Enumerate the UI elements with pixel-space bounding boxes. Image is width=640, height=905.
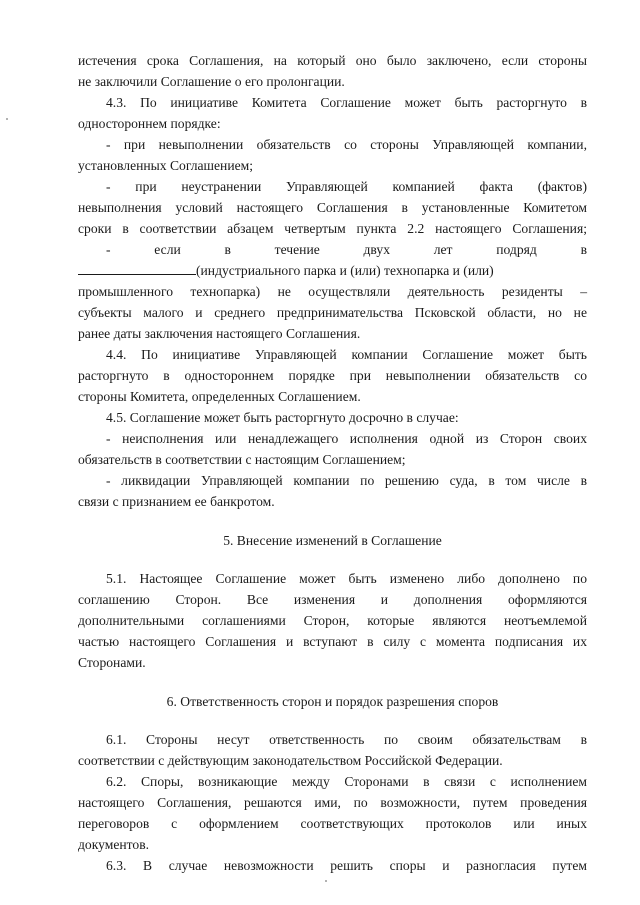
scan-speck — [6, 118, 8, 120]
text-line: невыполнения условий настоящего Соглашения в установленные Комитетом — [78, 200, 587, 215]
text-line: документов. — [78, 837, 150, 852]
text-line: частью настоящего Соглашения и вступают в силу с момента подписания их — [78, 634, 587, 649]
text-line: 4.5. Соглашение может быть расторгнуто досрочно в случае: — [106, 410, 459, 425]
blank-underline — [78, 262, 196, 275]
section-heading: 5. Внесение изменений в Соглашение — [223, 533, 442, 548]
text-line — [78, 262, 587, 279]
scan-speck — [325, 880, 327, 882]
section-heading: 6. Ответственность сторон и порядок разрешения споров — [166, 694, 499, 709]
text-line: одностороннем порядке: — [78, 116, 221, 131]
text-line: соглашению Сторон. Все изменения и дополнения оформляются — [78, 592, 587, 607]
text-line: стороны Комитета, определенных Соглашением. — [78, 389, 361, 404]
text-line: 6.1. Стороны несут ответственность по своим обязательствам в — [106, 732, 587, 747]
text-line: ранее даты заключения настоящего Соглашения. — [78, 326, 361, 341]
text-line: сроки в соответствии абзацем четвертым пункта 2.2 настоящего Соглашения; — [78, 221, 587, 236]
text-line: расторгнуто в одностороннем порядке при невыполнении обязательств со — [78, 368, 587, 383]
text-line: соответствии с действующим законодательством Российской Федерации. — [78, 753, 503, 768]
text-line: 5.1. Настоящее Соглашение может быть изменено либо дополнено по — [106, 571, 587, 586]
text-line: субъекты малого и среднего предпринимательства Псковской области, но не — [78, 305, 587, 320]
text-line: установленных Соглашением; — [78, 158, 254, 173]
text-line: не заключили Соглашение о его пролонгации. — [78, 74, 345, 89]
text-line: промышленного технопарка) не осуществляли деятельность резиденты – — [78, 284, 587, 299]
text-line: - неисполнения или ненадлежащего исполнения одной из Сторон своих — [106, 431, 587, 446]
text-line: связи с признанием ее банкротом. — [78, 494, 275, 509]
text-line: - при неустранении Управляющей компанией факта (фактов) — [106, 179, 587, 194]
text-line: настоящего Соглашения, решаются ими, по возможности, путем проведения — [78, 795, 587, 810]
text-line: - ликвидации Управляющей компании по решению суда, в том числе в — [106, 473, 587, 488]
text-line: обязательств в соответствии с настоящим Соглашением; — [78, 452, 406, 467]
text-line: 4.3. По инициативе Комитета Соглашение может быть расторгнуто в — [106, 95, 587, 110]
text-line: 4.4. По инициативе Управляющей компании Соглашение может быть — [106, 347, 587, 362]
text-fragment: (индустриального парка и (или) технопарка и (или) — [196, 263, 494, 278]
text-line: Сторонами. — [78, 655, 146, 670]
text-line: 6.3. В случае невозможности решить споры и разногласия путем — [106, 858, 587, 873]
text-line: 6.2. Споры, возникающие между Сторонами в связи с исполнением — [106, 774, 587, 789]
text-line: - при невыполнении обязательств со стороны Управляющей компании, — [106, 137, 587, 152]
text-line: - если в течение двух лет подряд в — [106, 242, 587, 257]
text-line: истечения срока Соглашения, на который оно было заключено, если стороны — [78, 53, 587, 68]
text-line: дополнительными соглашениями Сторон, которые являются неотъемлемой — [78, 613, 587, 628]
text-line: переговоров с оформлением соответствующих протоколов или иных — [78, 816, 587, 831]
